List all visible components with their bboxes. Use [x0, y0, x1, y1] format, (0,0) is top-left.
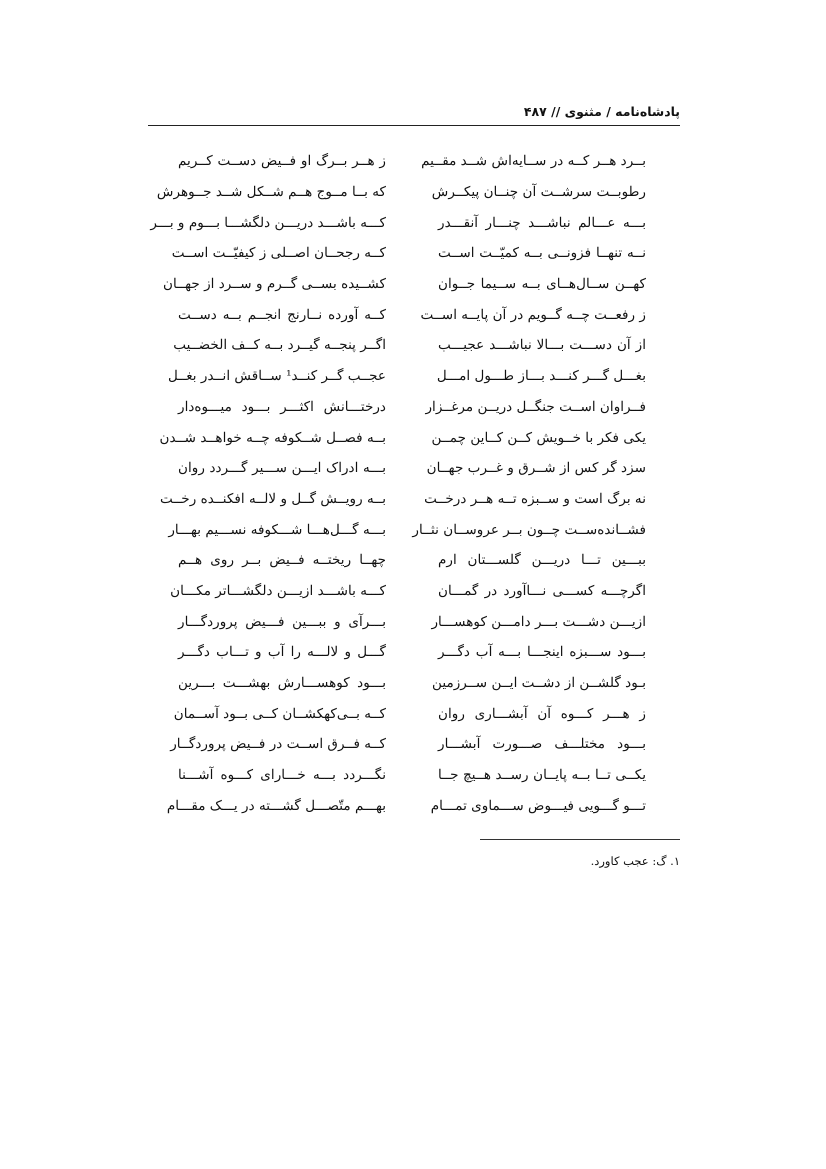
hemistich-second: ز هــر بــرگ او فــیض دســت کــریم [178, 153, 386, 170]
couplet [168, 514, 646, 545]
hemistich-first: بـــود ســـبزه اینجـــا بـــه آب دگـــر [438, 644, 646, 661]
couplet [178, 299, 646, 330]
hemistich-first: بـــود مختلـــف صـــورت آبشـــار [438, 736, 646, 753]
hemistich-second: بـــه ادراک ایـــن ســـیر گـــردد روان [178, 460, 386, 477]
couplet [178, 760, 646, 791]
hemistich-second: درختـــانش اکثـــر بـــود میـــوه‌دار [178, 398, 386, 415]
couplet [173, 698, 646, 729]
hemistich-second: بــه فصــل شــکوفه چــه خواهــد شــدن [159, 429, 386, 446]
couplet [178, 606, 646, 637]
hemistich-second: بهـــم متّصـــل گشـــته در یـــک مقـــام [166, 797, 386, 814]
hemistich-second: بـــرآی و ببـــین فـــیض پروردگـــار [178, 613, 386, 630]
hemistich-first: بـود گلشــن از دشــت ایــن ســرزمین [432, 675, 646, 692]
hemistich-second: گـــل و لالـــه را آب و تـــاب دگـــر [178, 644, 386, 661]
hemistich-second: اگــر پنجــه گیــرد بــه کــف الخضــیب [173, 337, 386, 354]
hemistich-first: ببـــین تـــا دریـــن گلســـتان ارم [438, 552, 646, 569]
hemistich-second: کشــیده بســی گــرم و ســرد از جهــان [163, 276, 386, 293]
hemistich-first: یکی فکر با خــویش کــن کــاین چمــن [431, 429, 646, 446]
hemistich-first: از آن دســـت بـــالا نباشـــد عجیـــب [438, 337, 646, 354]
hemistich-first: بــرد هــر کــه در ســایه‌اش شــد مقــیم [421, 153, 646, 170]
hemistich-first: فــراوان اســت جنگــل دریــن مرغــزار [425, 398, 646, 415]
hemistich-second: کــه رجحــان اصــلی ز کیفیّــت اســت [171, 245, 386, 262]
hemistich-second: کـــه باشـــد دریـــن دلگشـــا بـــوم و بـــر [150, 214, 386, 231]
footnote-rule [480, 839, 680, 840]
running-head: پادشاه‌نامه / مثنوی // ۴۸۷ [523, 104, 680, 119]
couplet [171, 238, 646, 269]
hemistich-first: بغـــل گـــر کنـــد بـــاز طـــول امـــل [436, 368, 646, 385]
hemistich-first: سزد گر کس از شــرق و غــرب جهــان [426, 460, 646, 477]
hemistich-second: کـــه باشـــد ازیـــن دلگشـــاتر مکـــان [170, 582, 386, 599]
hemistich-first: ازیـــن دشـــت بـــر دامـــن کوهســـار [431, 613, 646, 630]
couplet [159, 484, 646, 515]
hemistich-first: نه برگ است و ســبزه تــه هــر درخــت [424, 490, 646, 507]
hemistich-first: تـــو گـــویی فیـــوض ســـماوی تمـــام [430, 797, 646, 814]
header-rule [148, 125, 680, 126]
hemistich-second: که بــا مــوج هــم شــکل شــد جــوهرش [156, 184, 386, 201]
hemistich-first: نــه تنهــا فزونــی بــه کمیّــت اســت [438, 245, 646, 262]
hemistich-second: کــه آورده نــارنج انجــم بــه دســت [178, 306, 386, 323]
hemistich-second: کــه فــرق اســت در فــیض پروردگــار [170, 736, 386, 753]
couplet [178, 392, 646, 423]
couplet [159, 422, 646, 453]
hemistich-second: بــه رویــش گــل و لالــه افکنــده رخــت [159, 490, 386, 507]
hemistich-second: بـــه گـــل‌هـــا شـــکوفه نســـیم بهـــار [168, 521, 386, 538]
hemistich-first: کهــن ســال‌هــای بــه ســیما جــوان [438, 276, 646, 293]
verse-block [150, 146, 646, 821]
couplet [178, 545, 646, 576]
footnote: ۱. گ: عجب کاورد. [590, 854, 680, 868]
couplet [167, 361, 646, 392]
couplet [178, 146, 646, 177]
couplet [178, 668, 646, 699]
couplet [170, 729, 646, 760]
hemistich-first: اگرچـــه کســـی نـــاآورد در گمـــان [438, 582, 646, 599]
couplet [178, 453, 646, 484]
couplet [150, 207, 646, 238]
hemistich-first: رطوبــت سرشــت آن چنــان پیکــرش [431, 184, 646, 201]
couplet [170, 576, 646, 607]
hemistich-first: ز هـــر کـــوه آن آبشـــاری روان [438, 705, 646, 722]
couplet [173, 330, 646, 361]
hemistich-first: فشــانده‌ســت چــون بــر عروســان نثــار [412, 521, 646, 538]
hemistich-second: چهــا ریختــه فــیض بــر روی هــم [178, 552, 386, 569]
hemistich-first: بـــه عـــالم نباشـــد چنـــار آنقـــدر [438, 214, 646, 231]
couplet [163, 269, 646, 300]
couplet [166, 790, 646, 821]
hemistich-second: کــه بــی‌کهکشــان کــی بــود آســمان [173, 705, 386, 722]
hemistich-second: بـــود کوهســـارش بهشـــت بـــرین [178, 675, 386, 692]
hemistich-first: ز رفعــت چــه گــویم در آن پایــه اســت [420, 306, 646, 323]
hemistich-second: نگـــردد بـــه خـــارای کـــوه آشـــنا [178, 767, 386, 784]
couplet [156, 177, 646, 208]
couplet [178, 637, 646, 668]
hemistich-second: عجــب گــر کنــد¹ ســاقش انــدر بغــل [167, 368, 386, 385]
hemistich-first: یکــی تــا بــه پایــان رســد هــیچ جــا [438, 767, 646, 784]
